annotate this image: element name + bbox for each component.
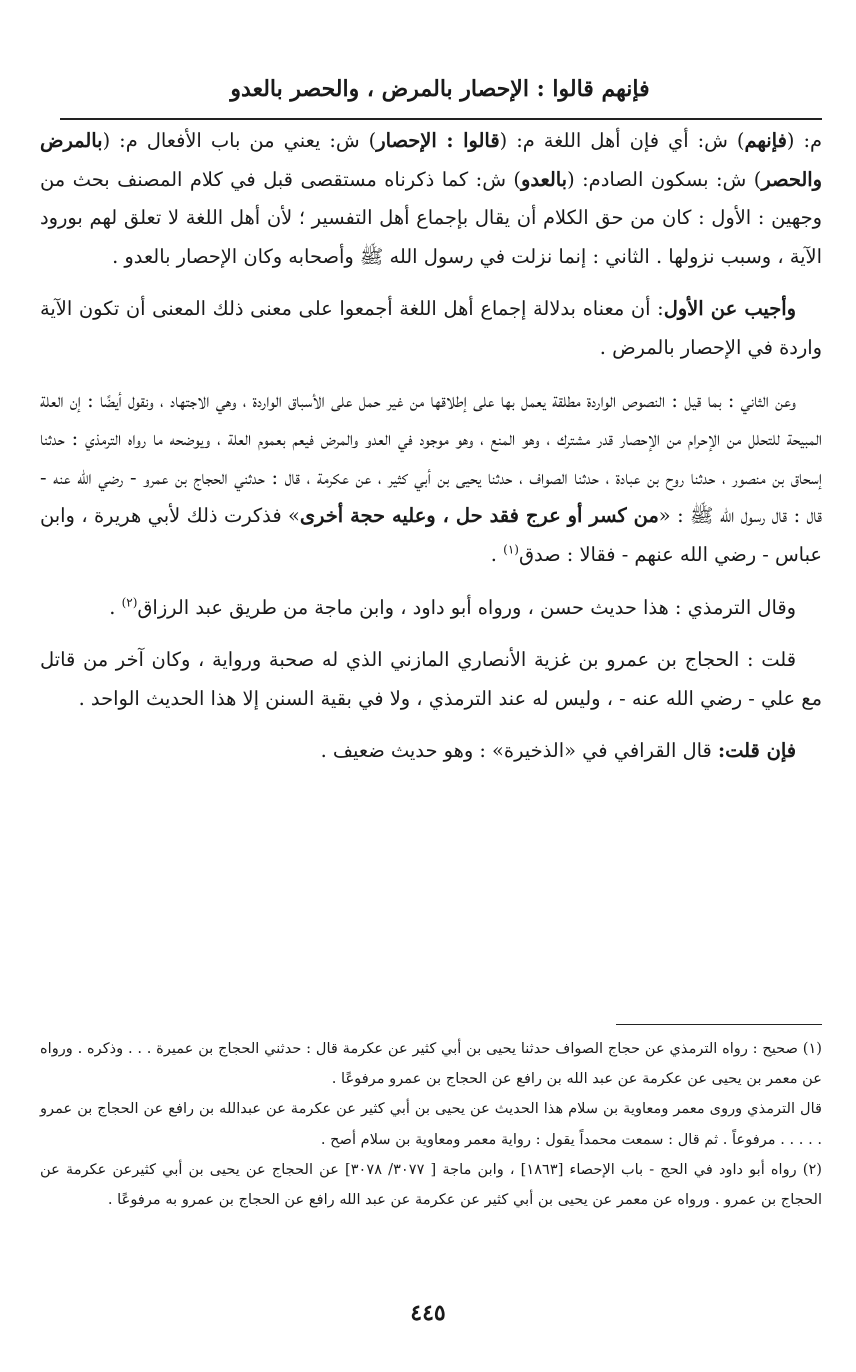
text-run: قلت : الحجاج بن عمرو بن غزية الأنصاري المازني الذي له صحبة ورواية ، وكان آخر من قاتل مع علي - رضي الله عنه - ، وليس له عند الترمذي ، ولا في بقية السنن إلا هذا الحديث الواحد . (40, 648, 822, 710)
text-run: . (490, 542, 504, 566)
text-run: قال القرافي في «الذخيرة» : وهو حديث ضعيف . (320, 739, 718, 763)
footnote-1: (١) صحيح : رواه الترمذي عن حجاج الصواف حدثنا يحيى بن أبي كثير عن عكرمة قال : حدثني الحجاج بن عميرة . . . وذكره . ورواه عن معمر بن يحيى عن عكرمة عن عبد الله بن رافع عن الحجاج بن عمرو مرفوعًا . (40, 1040, 822, 1088)
main-text (40, 122, 822, 785)
text-run: وعن الثاني : بما قيل : النصوص الواردة مطلقة يعمل بها على إطلاقها من غير حمل على الأسباق الواردة ، وهي الاجتهاد ، ونقول أيضًا : إن العلة المبيحة للتحلل من الإحرام من الإحصار قدر مشترك ، وهو المنع ، وهو موجود في العدو والمرض فيعم بعموم العلة ، ويوضحه ما رواه الترمذي : حدثنا إسحاق بن منصور ، حدثنا روح بن عبادة ، حدثنا الصواف ، حدثنا يحيى بن أبي كثير ، عن عكرمة ، قال : حدثني الحجاج بن عمرو - رضي الله عنه - قال : قال رسول الله ﷺ : « (40, 388, 822, 528)
footnote-divider (616, 1024, 822, 1025)
heading-run: فإن قلت: (717, 739, 796, 763)
footnotes (40, 1034, 822, 1215)
running-title: فإنهم قالوا : الإحصار بالمرض ، والحصر بالعدو (230, 76, 650, 102)
matn-quote: بالعدو (520, 167, 568, 191)
text-run: » فذكرت ذلك لأبي هريرة ، وابن عباس - رضي الله عنهم - فقالا : صدق (40, 504, 822, 566)
text-run: ) ش: يعني من باب الأفعال م: ( (102, 129, 377, 152)
text-run: ) ش: أي فإن أهل اللغة م: ( (499, 129, 745, 152)
hadith-quote: من كسر أو عرج فقد حل ، وعليه حجة أخرى (299, 504, 659, 528)
paragraph-6 (40, 732, 822, 771)
text-run: م: ( (786, 129, 822, 152)
matn-quote: قالوا : الإحصار (376, 129, 500, 152)
paragraph-2 (40, 290, 822, 367)
footnote-ref-1[interactable]: (١) (503, 542, 519, 557)
paragraph-3 (40, 382, 822, 575)
heading-run: وأجيب عن الأول (663, 297, 796, 321)
page-number: ٤٤٥ (410, 1300, 446, 1326)
footnote-1-continued: قال الترمذي وروى معمر ومعاوية بن سلام هذا الحديث عن يحيى بن أبي كثير عن عكرمة عن عبدالله بن رافع عن الحجاج بن عمرو . . . . . مرفوعاً . ثم قال : سمعت محمداً يقول : رواية معمر ومعاوية بن سلام أصح . (40, 1100, 822, 1148)
header-divider (60, 118, 822, 120)
paragraph-1 (40, 122, 822, 276)
matn-quote: فإنهم (744, 129, 787, 152)
paragraph-4 (40, 589, 822, 628)
footnote-2: (٢) رواه أبو داود في الحج - باب الإحصاء [١٨٦٣] ، وابن ماجة [ ٣٠٧٧/ ٣٠٧٨] عن الحجاج عن يحيى بن أبي كثيرعن عكرمة عن الحجاج بن عمرو . ورواه عن معمر عن يحيى بن أبي كثير عن عكرمة عن عبد الله رافع عن الحجاج بن عمرو به مرفوعًا . (40, 1160, 822, 1209)
text-run: . (109, 595, 122, 619)
text-run: ) ش: كما ذكرناه مستقصى قبل في كلام المصنف بحث من وجهين : الأول : كان من حق الكلام أن يقال بإجماع أهل التفسير ؛ لأن أهل اللغة لا تعلق لهم بورود الآية ، وسبب نزولها . الثاني : إنما نزلت في رسول الله ﷺ وأصحابه وكان الإحصار بالعدو . (40, 167, 823, 268)
footnote-ref-2[interactable]: (٢) (121, 595, 138, 610)
text-run: : أن معناه بدلالة إجماع أهل اللغة أجمعوا على معنى ذلك المعنى أن تكون الآية واردة في الإحصار بالمرض . (40, 297, 822, 359)
text-run: ) ش: بسكون الصادم: ( (567, 167, 762, 191)
page-header (60, 72, 820, 106)
matn-quote: بالمرض والحصر (40, 129, 823, 191)
paragraph-5 (40, 641, 822, 718)
text-run: وقال الترمذي : هذا حديث حسن ، ورواه أبو داود ، وابن ماجة من طريق عبد الرزاق (137, 595, 796, 619)
